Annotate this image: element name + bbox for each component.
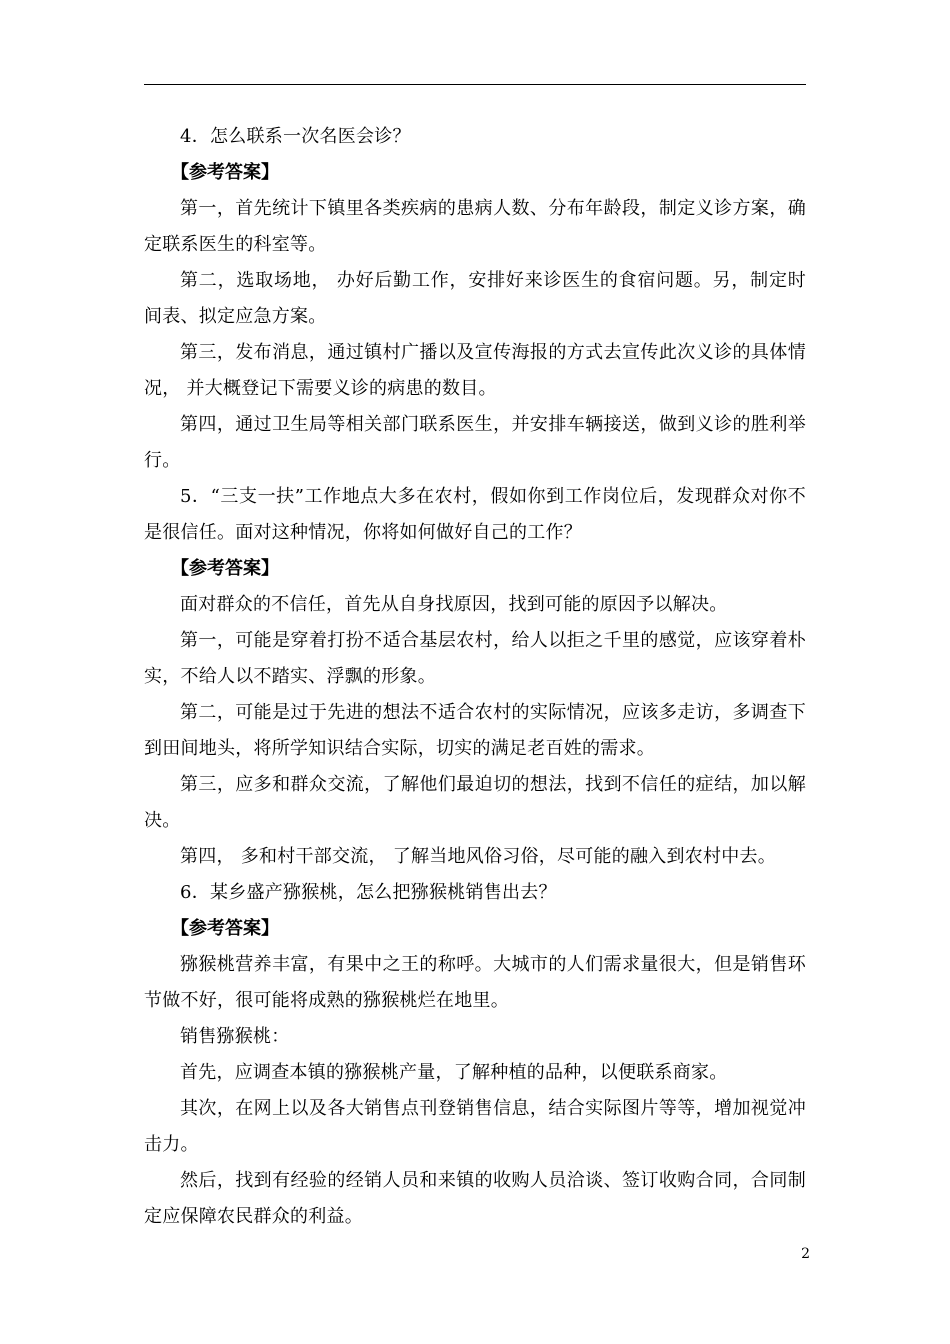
question-5: 5．“三支一扶”工作地点大多在农村，假如你到工作岗位后，发现群众对你不是很信任。面对这种情况，你将如何做好自己的工作？ [144, 486, 806, 543]
answer-5-paragraph-1: 第一，可能是穿着打扮不适合基层农村，给人以拒之千里的感觉，应该穿着朴实，不给人以不踏实、浮飘的形象。 [144, 630, 806, 687]
answer-6-intro: 猕猴桃营养丰富，有果中之王的称呼。大城市的人们需求量很大，但是销售环节做不好，很可能将成熟的猕猴桃烂在地里。 [144, 954, 806, 1011]
answer-4-paragraph-1: 第一，首先统计下镇里各类疾病的患病人数、分布年龄段，制定义诊方案，确定联系医生的科室等。 [144, 198, 806, 255]
answer-heading-6: 【参考答案】 [171, 918, 279, 939]
answer-6-paragraph-3: 然后，找到有经验的经销人员和来镇的收购人员洽谈、签订收购合同，合同制定应保障农民群众的利益。 [144, 1170, 806, 1227]
answer-6-paragraph-2: 其次，在网上以及各大销售点刊登销售信息，结合实际图片等等，增加视觉冲击力。 [144, 1098, 806, 1155]
answer-4-paragraph-4: 第四，通过卫生局等相关部门联系医生，并安排车辆接送，做到义诊的胜利举行。 [144, 414, 806, 471]
answer-5-paragraph-4: 第四， 多和村干部交流， 了解当地风俗习俗，尽可能的融入到农村中去。 [180, 846, 776, 867]
answer-5-paragraph-3: 第三，应多和群众交流，了解他们最迫切的想法，找到不信任的症结，加以解决。 [144, 774, 806, 831]
answer-6-subheading: 销售猕猴桃： [180, 1026, 290, 1047]
page-number: 2 [801, 1246, 810, 1262]
answer-5-intro: 面对群众的不信任，首先从自身找原因，找到可能的原因予以解决。 [180, 594, 728, 615]
answer-4-paragraph-2: 第二，选取场地， 办好后勤工作，安排好来诊医生的食宿问题。另，制定时间表、拟定应急方案。 [144, 270, 806, 327]
question-4: 4．怎么联系一次名医会诊？ [180, 126, 411, 147]
answer-5-paragraph-2: 第二，可能是过于先进的想法不适合农村的实际情况，应该多走访，多调查下到田间地头，将所学知识结合实际，切实的满足老百姓的需求。 [144, 702, 806, 759]
answer-heading-4: 【参考答案】 [171, 162, 279, 183]
document-body [144, 119, 806, 1235]
answer-heading-5: 【参考答案】 [171, 558, 279, 579]
answer-4-paragraph-3: 第三，发布消息，通过镇村广播以及宣传海报的方式去宣传此次义诊的具体情况， 并大概登记下需要义诊的病患的数目。 [144, 342, 806, 399]
header-rule [144, 84, 806, 85]
answer-6-paragraph-1: 首先，应调查本镇的猕猴桃产量，了解种植的品种，以便联系商家。 [180, 1062, 728, 1083]
question-6: 6．某乡盛产猕猴桃，怎么把猕猴桃销售出去？ [180, 882, 557, 903]
